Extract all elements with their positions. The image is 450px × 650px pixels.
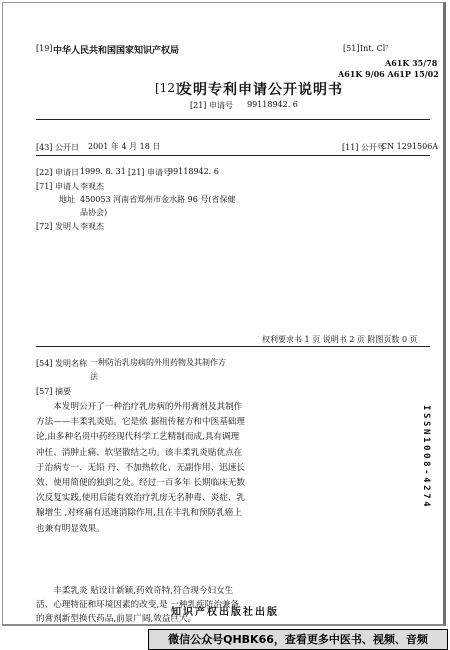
ipc-main: A61K 35/78 (385, 58, 438, 68)
page-count-rule (36, 346, 430, 347)
header-rule (36, 119, 430, 120)
wechat-watermark-banner: 微信公众号QHBK66，查看更多中医书、视频、音频 (148, 629, 448, 650)
page-count-line: 权利要求书 1 页 说明书 2 页 附图页数 0 页 (262, 335, 418, 344)
abstract-paragraph-1: 本发明公开了一种治疗乳房病的外用膏剂及其制作方法——丰柔乳炎贴。它是依 据祖传秘方和中医基础理论,由多种名贵中药经现代科学工艺精制而成,具有调理冲任、消肿止痛、软坚散结之功。该丰柔乳炎贴优点在于治病专一、无铅 丹、不加热软化、无副作用、迅速长效、使用简便的独到之处。经过一百多年 长期临床无数次反复实践,使用后能有效治疗乳房无名肿毒、炎症、乳腺增生 ,对疼痛有迅速消除作用,且在丰乳和预防乳癌上也兼有明显效果。 (36, 402, 245, 534)
address-line-1: 450053 河南省郑州市金水路 96 号(省保健 (80, 195, 236, 204)
inventor: 李观杰 (80, 222, 104, 231)
publisher-line: 知识产权出版社出版 (171, 607, 279, 618)
filing-date: 1999. 8. 31 (80, 167, 126, 176)
applicant: 李观杰 (80, 182, 104, 191)
address-line-2: 品协会) (80, 208, 108, 217)
issn-number: ISSN1008-4274 (421, 405, 431, 510)
address-label: 地址 (59, 195, 75, 204)
publication-rule (36, 155, 430, 156)
int-cl-label: Int. Cl⁷ (360, 44, 389, 53)
invention-title-line-1: 一种防治乳房病的外用药物及其制作方 (90, 358, 226, 367)
field-51-tag: [51] (343, 44, 360, 53)
application-number-header: 99118942. 6 (247, 100, 298, 109)
applicant-label: [71] 申请人 (36, 182, 79, 191)
document-type-title: 发明专利申请公开说明书 (178, 82, 343, 98)
filing-date-label: [22] 申请日 (36, 168, 79, 177)
application-number-label: [21] 申请号 (190, 101, 233, 110)
publication-date-label: [43] 公开日 (36, 143, 79, 152)
publication-number: CN 1291506A (381, 142, 439, 151)
publication-number-label: [11] 公开号 (342, 143, 385, 152)
publication-date: 2001 年 4 月 18 日 (88, 142, 161, 151)
inventor-label: [72] 发明人 (36, 222, 79, 231)
app-number: 99118942. 6 (168, 167, 219, 176)
invention-title-label: [54] 发明名称 (36, 359, 87, 368)
ipc-secondary: A61K 9/06 A61P 15/02 (338, 69, 439, 79)
field-19-tag: [19] (36, 44, 53, 53)
app-number-label: [21] 申请号 (128, 168, 171, 177)
abstract-paragraph-2: 丰柔乳炎 贴设计新颖,药效奇特,符合现今妇女生活、心理特征和环境因素的改变,是 一种乳疾防治兼备的膏剂新型换代药品,前景广阔,效益巨大。 (36, 586, 240, 625)
office-name: 中华人民共和国国家知识产权局 (53, 46, 180, 56)
abstract-label: [57] 摘要 (36, 387, 71, 396)
invention-title-line-2: 法 (90, 372, 98, 381)
field-12-tag: [12] (155, 81, 180, 95)
